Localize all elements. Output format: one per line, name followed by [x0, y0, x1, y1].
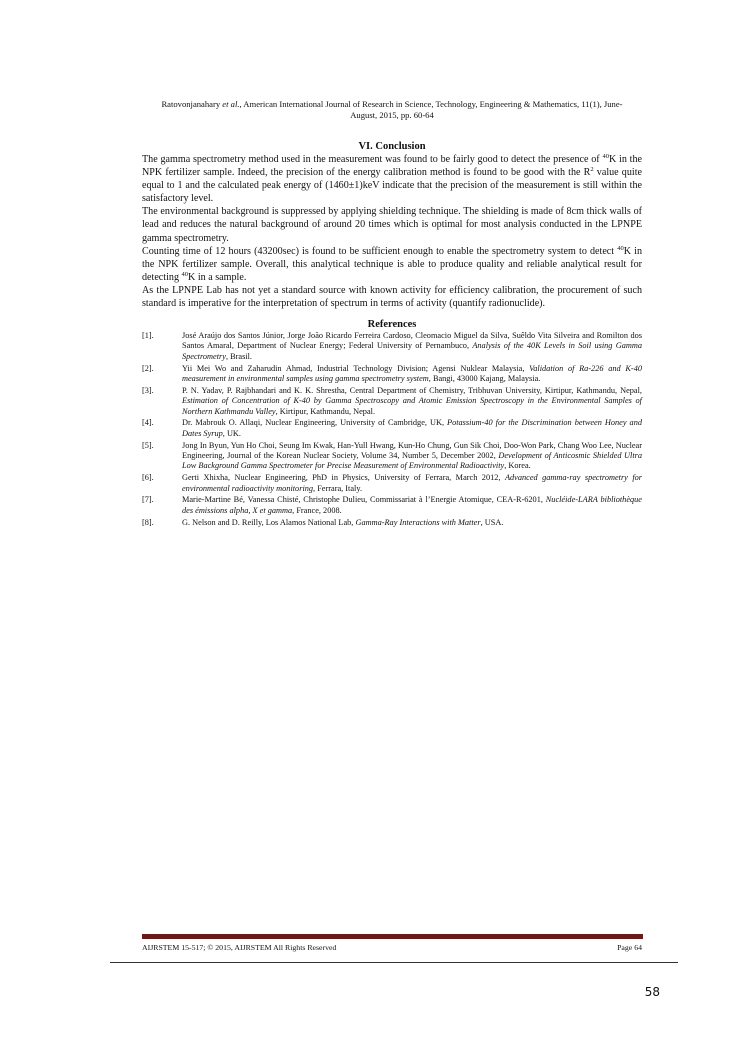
bottom-divider — [110, 962, 678, 963]
reference-text: Dr. Mabrouk O. Allaqi, Nuclear Engineering, University of Cambridge, UK, Potassium-40 for the Discrimination between Honey and Dates Syrup, UK. — [182, 418, 642, 438]
reference-item — [142, 495, 642, 516]
reference-text: Jong In Byun, Yun Ho Choi, Seung Im Kwak, Han-Yull Hwang, Kun-Ho Chung, Gun Sik Choi, Doo-Won Park, Chang Woo Lee, Nuclear Engineering, Journal of the Korean Nuclear Society, Volume 34, Number 5, December 2002, Development of Anticosmic Shielded Ultra Low Background Gamma Spectrometer for Precise Measurement of Environmental Radioactivity, Korea. — [182, 440, 642, 471]
reference-item — [142, 331, 642, 362]
conclusion-body — [142, 153, 642, 310]
references-heading: References — [367, 319, 417, 330]
footer-copyright: AIJRSTEM 15-517; © 2015, AIJRSTEM All Rights Reserved — [142, 943, 337, 952]
reference-text: P. N. Yadav, P. Rajbhandari and K. K. Shrestha, Central Department of Chemistry, Tribhuvan University, Kirtipur, Kathmandu, Nepal, Estimation of Concentration of K-40 by Gamma Spectroscopy and Atomic Emission Spectroscopy in the Environmental Samples of Northern Kathmandu Valley, Kirtipur, Kathmandu, Nepal. — [182, 385, 642, 416]
conclusion-paragraph-1: The gamma spectrometry method used in the measurement was found to be fairly good to detect the presence of $^{40}$K in the NPK fertilizer sample. Indeed, the precision of the energy calibration method is found to be good with the $R^2$ value quite equal to 1 and the calculated peak energy of (1460±1)keV indicate that the precision of the measurement is still within the satisfactory level. — [142, 153, 642, 205]
conclusion-paragraph-2: The environmental background is suppressed by applying shielding technique. The shielding is made of 8cm thick walls of lead and reduces the natural background of around 20 times which is optimal for most analysis conducted in the LPNPE gamma spectrometry. — [142, 206, 642, 244]
reference-number: [5]. — [142, 440, 154, 450]
conclusion-heading: VI. Conclusion — [358, 141, 426, 152]
reference-item — [142, 418, 642, 439]
reference-text: G. Nelson and D. Reilly, Los Alamos National Lab, Gamma-Ray Interactions with Matter, USA. — [182, 517, 504, 527]
reference-item — [142, 441, 642, 472]
references-list — [142, 331, 642, 529]
footer-rule — [142, 934, 643, 939]
reference-number: [4]. — [142, 418, 154, 428]
running-header-line2: August, 2015, pp. 60-64 — [350, 110, 434, 120]
reference-text: Yii Mei Wo and Zaharudin Ahmad, Industrial Technology Division; Agensi Nuklear Malaysia, Validation of Ra-226 and K-40 measurement in environmental samples using gamma spectrometry system, Bangi, 43000 Kajang, Malaysia. — [182, 363, 642, 384]
reference-number: [8]. — [142, 517, 154, 527]
conclusion-paragraph-3: Counting time of 12 hours (43200sec) is found to be sufficient enough to enable the spectrometry system to detect $^{40}$K in the NPK fertilizer sample. Overall, this analytical technique is able to produce quality and reliable analytical result for detecting $^{40}$K in a sample. — [142, 244, 643, 283]
running-header — [142, 99, 642, 121]
reference-number: [1]. — [142, 331, 154, 340]
reference-text: Marie-Martine Bé, Vanessa Chisté, Christophe Dulieu, Commissariat à l’Energie Atomique, CEA-R-6201, Nucléide-LARA bibliothèque des émissions alpha, X et gamma, France, 2008. — [182, 495, 642, 515]
reference-number: [6]. — [142, 473, 154, 483]
reference-item — [142, 386, 642, 417]
reference-text: José Araújo dos Santos Júnior, Jorge João Ricardo Ferreira Cardoso, Cleomacio Miguel da Silva, Suêldo Vita Silveira and Romilton dos Santos Amaral, Department of Nuclear Energy; Federal University of Pernambuco, Analysis of the 40K Levels in Soil using Gamma Spectrometry, Brasil. — [182, 331, 642, 361]
running-header-line1: Ratovonjanahary et al., American International Journal of Research in Science, Technology, Engineering & Mathematics, 11(1), June- — [161, 99, 623, 109]
reference-number: [3]. — [142, 385, 154, 395]
reference-number: [2]. — [142, 363, 154, 373]
footer-journal-page: Page 64 — [617, 943, 642, 952]
reference-item — [142, 473, 642, 494]
reference-text: Gerti Xhixha, Nuclear Engineering, PhD in Physics, University of Ferrara, March 2012, Advanced gamma-ray spectrometry for environmental radioactivity monitoring, Ferrara, Italy. — [182, 473, 643, 493]
page-number: 58 — [644, 985, 660, 999]
conclusion-paragraph-4: As the LPNPE Lab has not yet a standard source with known activity for efficiency calibration, the procurement of such standard is imperative for the interpretation of spectrum in terms of activity (quantify radionuclide). — [142, 284, 642, 310]
reference-item — [142, 364, 642, 385]
reference-item — [142, 518, 642, 528]
reference-number: [7]. — [142, 495, 154, 505]
